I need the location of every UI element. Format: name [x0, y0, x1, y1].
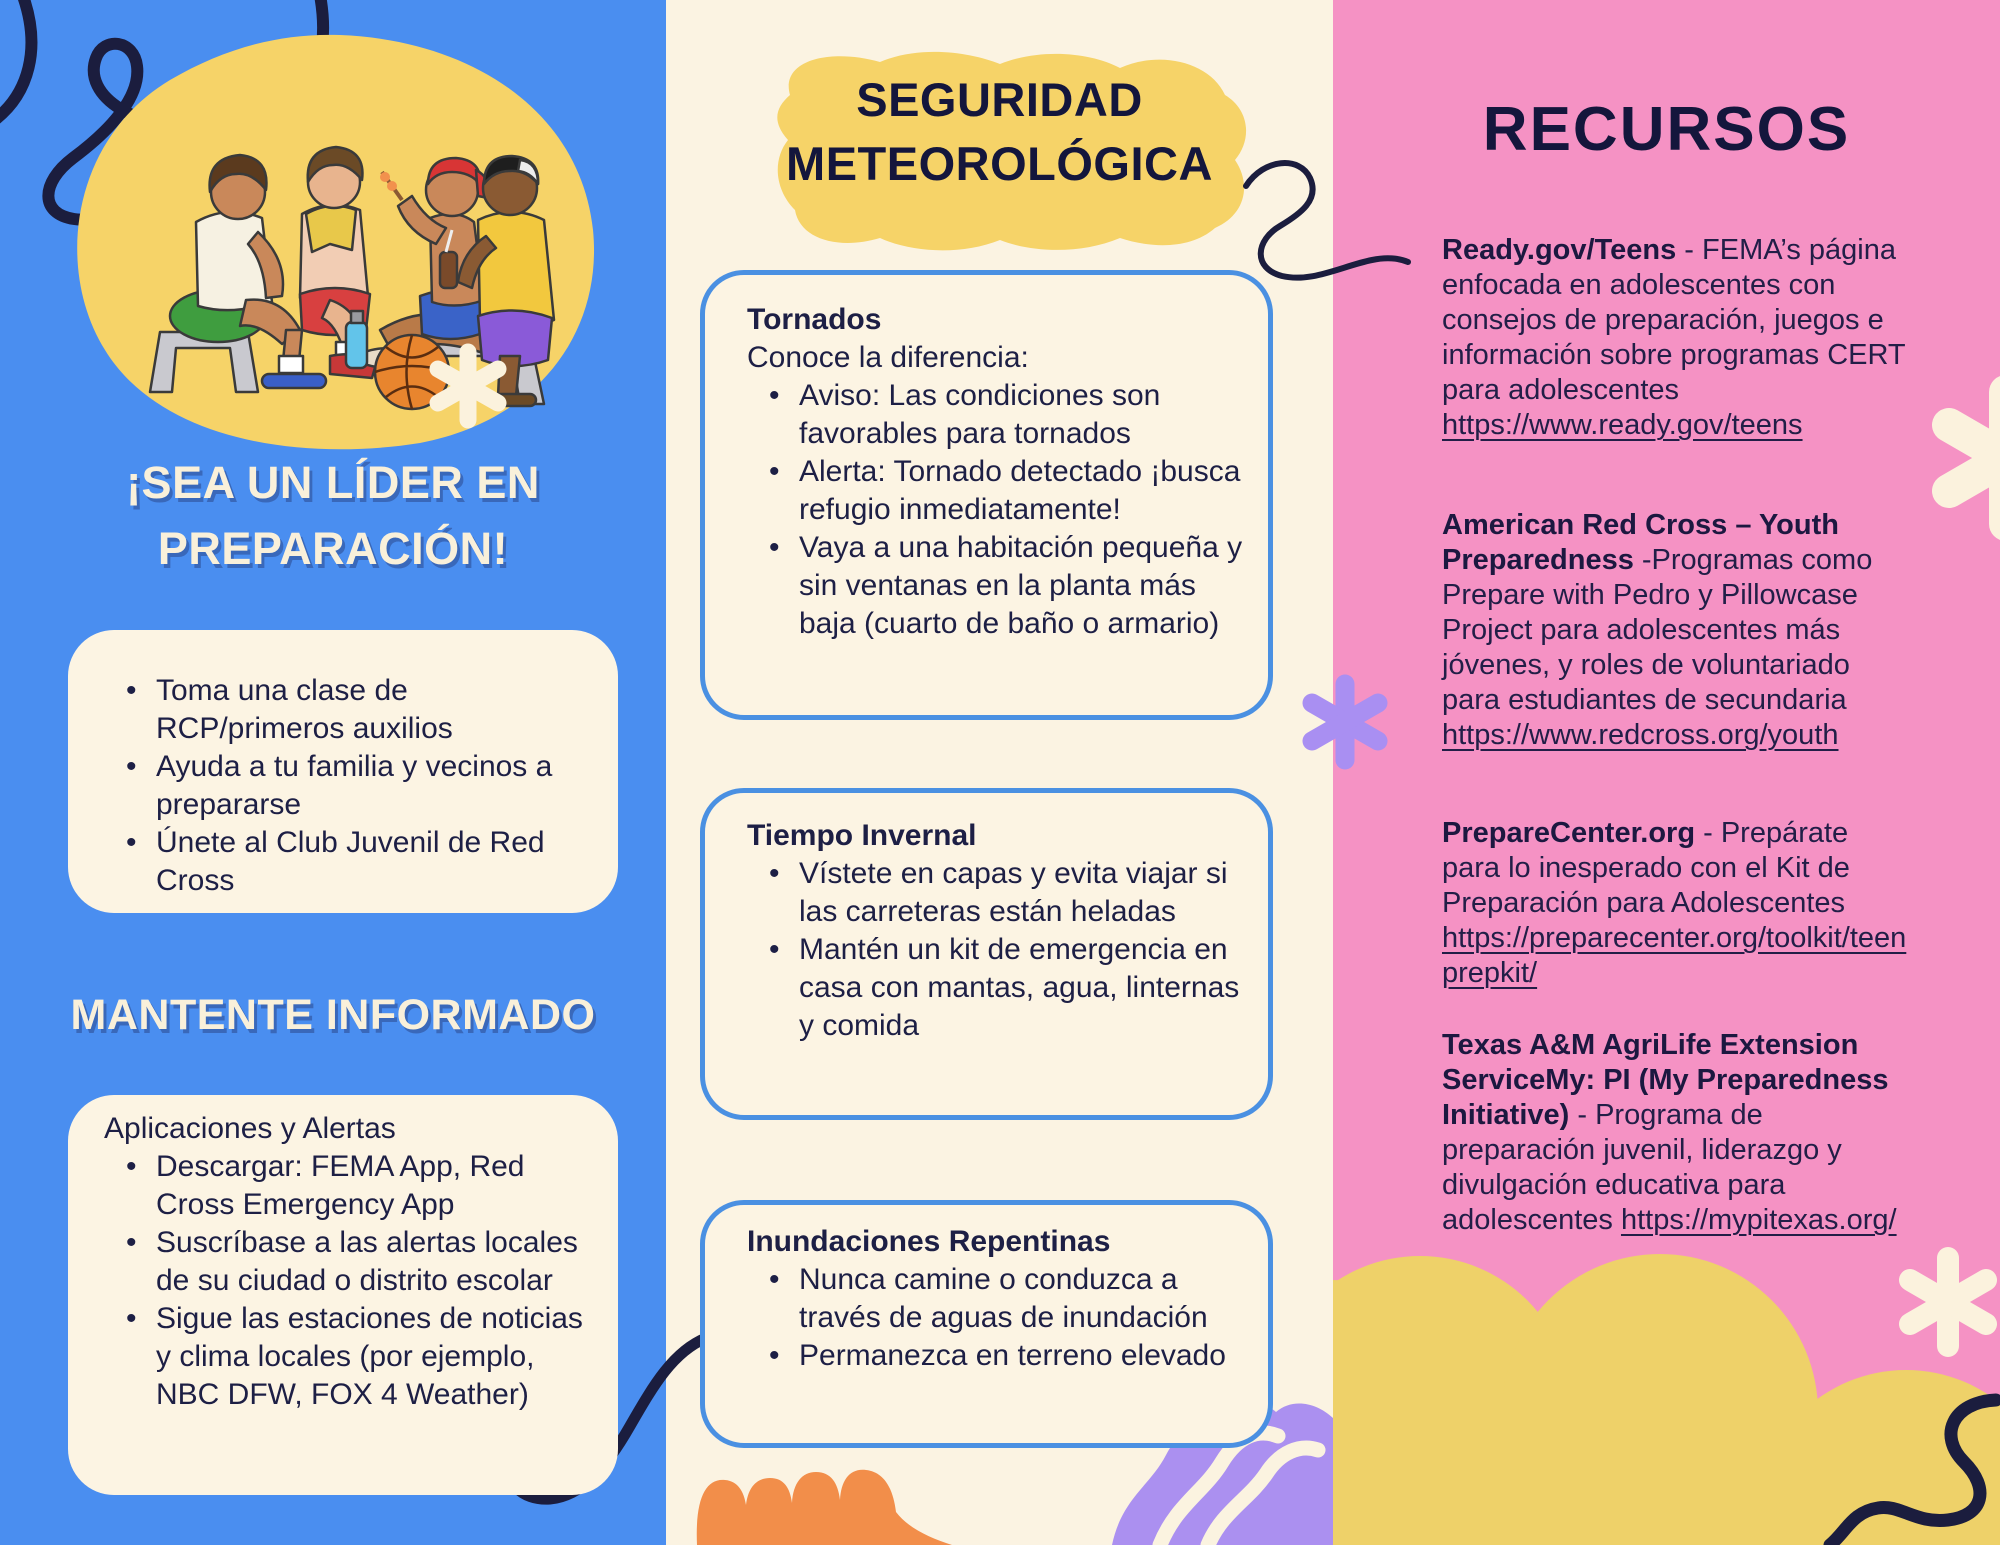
squiggle-corner-icon: [0, 0, 31, 122]
apps-alerts-list: [104, 1148, 596, 1414]
resource-entry-texas-am: [1442, 1028, 1910, 1238]
resource-name: Ready.gov/Teens: [1442, 234, 1677, 266]
tornado-card-intro: Conoce la diferencia:: [747, 341, 1029, 374]
resource-desc: - Prepárate para lo inesperado con el Kit de Preparación para Adolescentes: [1442, 817, 1850, 919]
orange-finger-blob: [697, 1470, 952, 1545]
flood-card-title: Inundaciones Repentinas: [747, 1225, 1111, 1258]
resource-entry-ready-gov: [1442, 233, 1910, 443]
list-item: • Vaya a una habitación pequeña y sin ventanas en la planta más baja (cuarto de baño o armario): [799, 529, 1244, 643]
winter-card-title: Tiempo Invernal: [747, 819, 977, 852]
asterisk-cream-bottom-icon: [1910, 1258, 1986, 1346]
left-title-line2: PREPARACIÓN!: [157, 523, 509, 574]
list-item: • Suscríbase a las alertas locales de su ciudad o distrito escolar: [156, 1224, 596, 1300]
list-item: • Únete al Club Juvenil de Red Cross: [156, 824, 592, 900]
list-item: • Ayuda a tu familia y vecinos a prepararse: [156, 748, 592, 824]
tornado-list: [747, 377, 1244, 643]
list-item: • Mantén un kit de emergencia en casa con mantas, agua, linternas y comida: [799, 931, 1244, 1045]
resource-desc: -Programas como Prepare with Pedro y Pillowcase Project para adolescentes más jóvenes, y roles de voluntariado para estudiantes de secundaria: [1442, 544, 1873, 716]
list-item: • Permanezca en terreno elevado: [799, 1337, 1244, 1375]
resource-desc: - FEMA’s página enfocada en adolescentes con consejos de preparación, juegos e información sobre programas CERT para adolescentes: [1442, 234, 1906, 406]
resource-entry-red-cross: [1442, 508, 1910, 753]
resource-entry-preparecenter: [1442, 816, 1910, 991]
list-item: • Descargar: FEMA App, Red Cross Emergency App: [156, 1148, 596, 1224]
resource-name: Texas A&M AgriLife Extension ServiceMy: PI (My Preparedness Initiative): [1442, 1029, 1889, 1131]
list-item: • Alerta: Tornado detectado ¡busca refugio inmediatamente!: [799, 453, 1244, 529]
tornado-card-title: Tornados: [747, 303, 882, 336]
resource-name: American Red Cross – Youth Preparedness: [1442, 509, 1839, 576]
resources-title: RECURSOS: [1482, 95, 1851, 164]
flood-list: [747, 1261, 1244, 1375]
weather-safety-title: [666, 68, 1333, 196]
apps-alerts-heading: Aplicaciones y Alertas: [104, 1112, 396, 1145]
resource-name: PrepareCenter.org: [1442, 817, 1696, 849]
flash-flood-card: [700, 1200, 1273, 1448]
informed-title: MANTENTE INFORMADO: [70, 991, 596, 1039]
list-item: • Toma una clase de RCP/primeros auxilios: [156, 672, 592, 748]
asterisk-cream-right-edge-icon: [1949, 392, 2000, 524]
list-item: • Nunca camine o conduzca a través de aguas de inundación: [799, 1261, 1244, 1337]
list-item: • Sigue las estaciones de noticias y clima locales (por ejemplo, NBC DFW, FOX 4 Weather): [156, 1300, 596, 1414]
winter-weather-card: [700, 788, 1273, 1120]
resource-link[interactable]: https://www.redcross.org/youth: [1442, 719, 1839, 751]
resource-link[interactable]: https://www.ready.gov/teens: [1442, 409, 1803, 441]
list-item: • Aviso: Las condiciones son favorables para tornados: [799, 377, 1244, 453]
list-item: • Vístete en capas y evita viajar si las carreteras están heladas: [799, 855, 1244, 931]
left-title-line1: ¡SEA UN LÍDER EN: [126, 457, 540, 508]
winter-list: [747, 855, 1244, 1045]
resource-desc: - Programa de preparación juvenil, liderazgo y divulgación educativa para adolescentes: [1442, 1099, 1842, 1236]
mid-title-line1: SEGURIDAD: [856, 73, 1143, 126]
asterisk-purple-icon: [1312, 684, 1378, 760]
resource-link[interactable]: https://mypitexas.org/: [1620, 1204, 1897, 1236]
left-panel-title: [0, 450, 666, 582]
apps-alerts-card: [68, 1095, 618, 1495]
mid-title-line2: METEOROLÓGICA: [786, 137, 1213, 190]
leader-tips-card: [68, 630, 618, 913]
leader-tips-list: [104, 672, 592, 900]
resource-link[interactable]: https://preparecenter.org/toolkit/teenprepkit/: [1442, 922, 1907, 989]
tornado-card: [700, 270, 1273, 720]
